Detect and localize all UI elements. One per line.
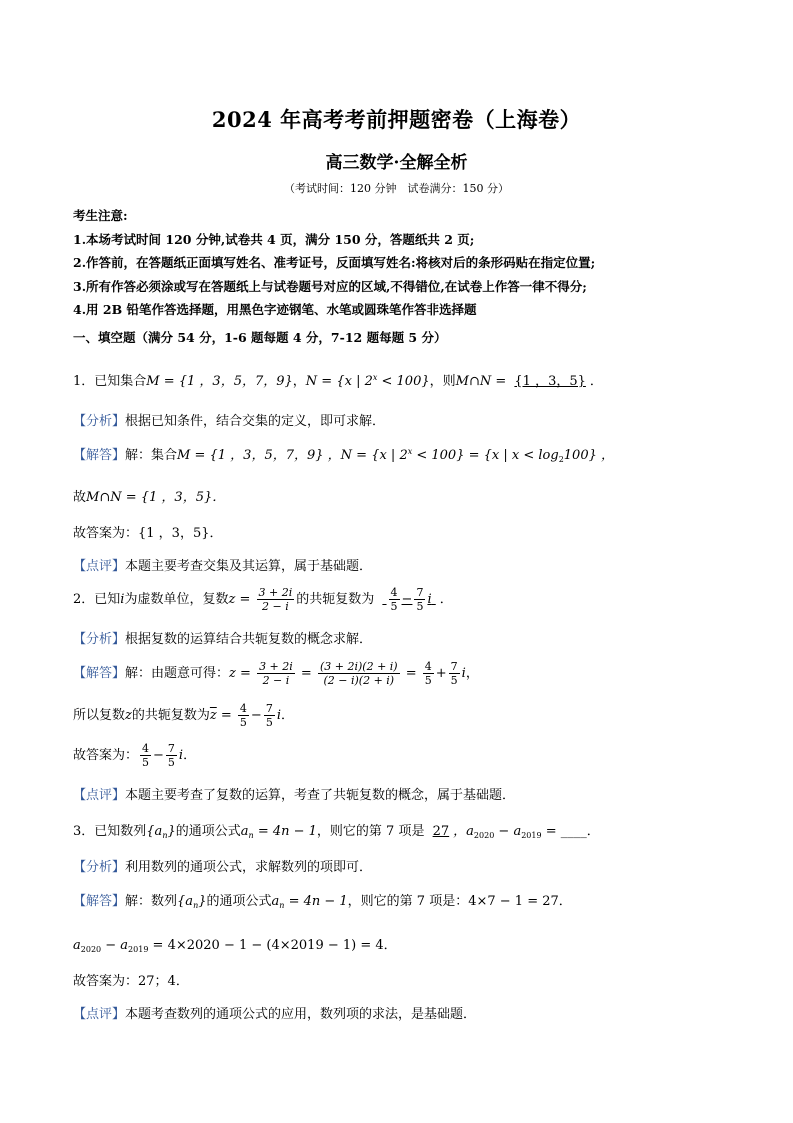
q2-comment: 【点评】本题主要考查了复数的运算，考查了共轭复数的概念，属于基础题． [73, 788, 516, 803]
q1-analysis: 【分析】根据已知条件，结合交集的定义，即可求解． [73, 414, 386, 429]
note-item: 2.作答前，在答题纸正面填写姓名、准考证号，反面填写姓名:将核对后的条形码贴在指定位置; [73, 255, 596, 270]
q1-answer-blank: {1 ，3，5} [514, 374, 586, 389]
q2-conjugate: 所以复数z的共轭复数为$\overline{z}$ = $\frac{4}{5}$ − $\frac{7}{5}$ i． [73, 702, 295, 729]
q2-solution: 【解答】解：由题意可得：z = $\frac{3 + 2i}{2 - i}$ = $\frac{(3 + 2i)(2 + i)}{(2 - i)(2 + i)}$ = $\frac{4}{5}$ + $\frac{7}{5}$ i， [73, 660, 479, 687]
q1-final-answer: 故答案为：{1 ，3，5}． [73, 526, 223, 541]
exam-notes [73, 204, 733, 322]
q2-analysis: 【分析】根据复数的运算结合共轭复数的概念求解． [73, 632, 373, 647]
page-title: 2024 年高考考前押题密卷（上海卷） [211, 107, 582, 132]
q1-solution: 【解答】解：集合M = {1 ，3，5，7，9} ，N = {x | $2^x < 100\} = \{x$ | $x < \log_2100$} ， [73, 447, 614, 464]
q3-analysis: 【分析】利用数列的通项公式，求解数列的项即可． [73, 860, 373, 875]
page-subtitle: 高三数学·全解全析 [325, 153, 468, 173]
q3-question: 3．已知数列$\{a_n\}$的通项公式$a_n = 4n - 1$，则它的第 7 项是 27 ，$a_{2020} - a_{2019}$ = ____． [73, 824, 600, 840]
q1-result: 故M∩N = {1 ，3，5}． [73, 490, 226, 505]
q3-calc: $a_{2020} - a_{2019} = 4\times 2020 - 1 - (4\times 2019 - 1) = 4$． [73, 938, 397, 954]
note-item: 4.用 2B 铅笔作答选择题，用黑色字迹钢笔、水笔或圆珠笔作答非选择题 [73, 302, 477, 317]
q2-question: 2．已知i为虚数单位，复数z = $\frac{3 + 2i}{2 - i}$ 的共轭复数为 $\frac{4}{5}$ − $\frac{7}{5}$ i ． [73, 586, 453, 613]
q3-solution: 【解答】解：数列$\{a_n\}$的通项公式$a_n = 4n - 1$，则它的第 7 项是：4×7 − 1 = 27． [73, 894, 572, 910]
q3-comment: 【点评】本题考查数列的通项公式的应用，数列项的求法，是基础题． [73, 1007, 477, 1022]
q3-answer-blank: 27 [432, 824, 450, 839]
note-item: 3.所有作答必须涂或写在答题纸上与试卷题号对应的区域,不得错位,在试卷上作答一律不得分; [73, 278, 587, 294]
q3-final-answer: 故答案为：27；4． [73, 974, 189, 989]
exam-info: （考试时间：120 分钟 试卷满分：150 分） [284, 182, 509, 195]
note-item: 1.本场考试时间 120 分钟,试卷共 4 页，满分 150 分，答题纸共 2 页; [73, 231, 475, 247]
section-heading: 一、填空题（满分 54 分，1-6 题每题 4 分，7-12 题每题 5 分） [73, 330, 447, 345]
notes-heading: 考生注意: [73, 208, 128, 223]
q2-final-answer: 故答案为： $\frac{4}{5}$ − $\frac{7}{5}$ i． [73, 742, 197, 769]
q1-question: 1．已知集合M = {1 ，3，5，7，9}，N = {x | $2^x < 100$}，则M∩N = {1 ，3，5} ． [73, 373, 603, 389]
q1-comment: 【点评】本题主要考查交集及其运算，属于基础题． [73, 559, 373, 574]
